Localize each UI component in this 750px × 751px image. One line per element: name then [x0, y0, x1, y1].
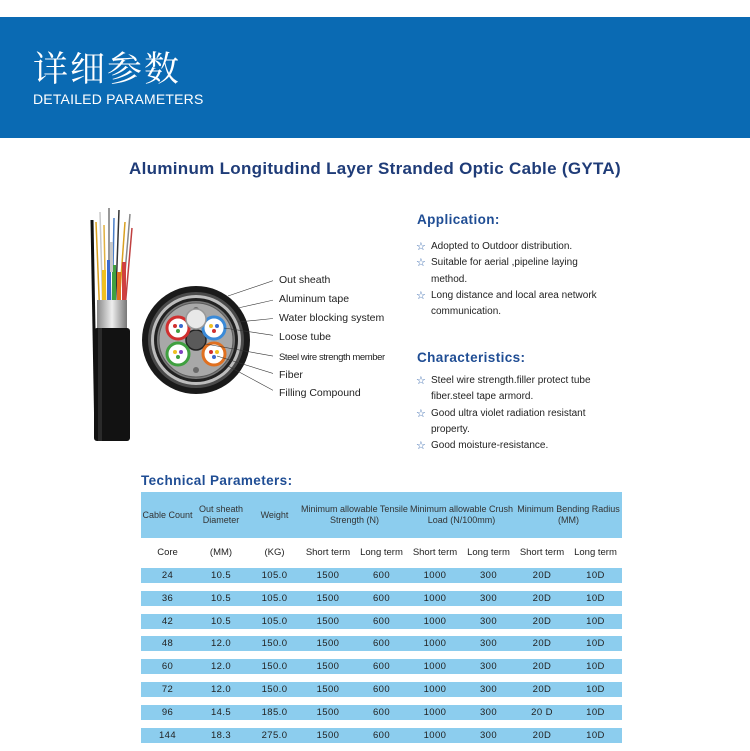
list-item: ☆ Suitable for aerial ,pipeline laying method.	[416, 257, 578, 285]
application-heading: Application:	[417, 212, 500, 227]
table-cell: 1500	[316, 638, 340, 650]
table-cell: 20D	[532, 729, 552, 741]
list-item: ☆ Long distance and local area network communication.	[416, 289, 597, 318]
subheader-cell: (KG)	[264, 547, 285, 558]
table-cell: 14.5	[210, 706, 232, 718]
table-cell: 300	[479, 592, 498, 604]
table-row	[141, 728, 622, 743]
table-cell: 1000	[423, 661, 447, 673]
technical-table	[141, 492, 622, 750]
star-icon: ☆	[416, 407, 426, 420]
table-subheader	[141, 538, 622, 568]
table-cell: 105.0	[261, 592, 288, 604]
label-aluminum-tape: Aluminum tape	[279, 293, 350, 305]
table-cell: 10.5	[210, 570, 232, 581]
table-row	[141, 705, 622, 720]
table-cell: 10.5	[210, 592, 232, 604]
table-cell: 42	[161, 615, 174, 627]
table-cell: 20D	[532, 592, 552, 604]
table-cell: 1000	[423, 638, 447, 650]
table-cell: 300	[479, 661, 498, 673]
table-cell: 600	[372, 615, 391, 627]
header-tensile: Minimum allowable Tensile Strength (N)	[301, 504, 408, 525]
table-cell: 20D	[532, 661, 552, 673]
product-title: Aluminum Longitudind Layer Stranded Optic Cable (GYTA)	[129, 159, 621, 178]
star-icon: ☆	[416, 440, 426, 453]
table-cell: 185.0	[261, 706, 288, 718]
application-list	[416, 239, 616, 320]
table-cell: 300	[479, 615, 498, 627]
star-icon: ☆	[416, 375, 426, 387]
header-out-sheath: Out sheath Diameter	[198, 504, 244, 525]
table-cell: 1000	[423, 706, 447, 718]
table-cell: 20D	[532, 638, 552, 650]
table-cell: 600	[372, 706, 391, 718]
table-cell: 1000	[423, 570, 447, 581]
table-cell: 1500	[316, 615, 340, 627]
table-cell: 600	[372, 592, 391, 604]
characteristics-heading: Characteristics:	[417, 350, 526, 365]
table-cell: 275.0	[261, 729, 288, 741]
header-banner	[0, 17, 750, 138]
table-row	[141, 682, 622, 697]
table-cell: 150.0	[261, 683, 288, 695]
header-bending: Minimum Bending Radius (MM)	[517, 504, 620, 525]
table-cell: 600	[372, 570, 391, 581]
star-icon: ☆	[416, 289, 426, 302]
table-cell: 36	[161, 592, 174, 604]
table-cell: 1000	[423, 615, 447, 627]
star-icon: ☆	[416, 257, 426, 270]
table-cell: 12.0	[210, 683, 232, 695]
table-body	[141, 568, 622, 743]
characteristics-list	[416, 373, 616, 454]
table-cell: 105.0	[261, 615, 288, 627]
table-cell: 20D	[532, 615, 552, 627]
table-cell: 10D	[586, 638, 605, 650]
subheader-cell: Long term	[467, 547, 510, 558]
table-cell: 10.5	[210, 615, 232, 627]
subheader-cell: Short term	[519, 547, 565, 558]
table-cell: 10D	[586, 683, 605, 695]
label-steel-wire: Steel wire strength member	[279, 352, 385, 363]
table-cell: 600	[372, 683, 391, 695]
label-filling-compound: Filling Compound	[279, 387, 361, 399]
subheader-cell: Long term	[360, 547, 403, 558]
table-cell: 24	[161, 570, 174, 581]
table-cell: 10D	[586, 592, 605, 604]
table-cell: 72	[161, 683, 174, 695]
cable-illustration	[88, 200, 273, 445]
label-fiber: Fiber	[279, 369, 303, 381]
table-cell: 150.0	[261, 661, 288, 673]
technical-heading: Technical Parameters:	[141, 473, 293, 488]
table-row	[141, 591, 622, 606]
subheader-cell: Long term	[574, 547, 617, 558]
table-cell: 60	[161, 661, 174, 673]
label-out-sheath: Out sheath	[279, 274, 331, 286]
table-cell: 1500	[316, 570, 340, 581]
header-cable-count: Cable Count	[142, 509, 193, 520]
table-cell: 10D	[586, 661, 605, 673]
table-cell: 10D	[586, 570, 605, 581]
table-cell: 150.0	[261, 638, 288, 650]
table-cell: 12.0	[210, 638, 232, 650]
list-item: ☆ Good moisture-resistance.	[416, 438, 616, 454]
table-cell: 300	[479, 638, 498, 650]
table-header	[141, 492, 622, 538]
header-weight: Weight	[260, 509, 289, 520]
subheader-cell: Short term	[412, 547, 458, 558]
list-item: ☆ Steel wire strength.filler protect tube fiber.steel tape armord.	[416, 375, 591, 403]
subheader-cell: (MM)	[209, 547, 233, 558]
subheader-cell: Core	[157, 547, 178, 558]
list-item: ☆ Good ultra violet radiation resistant property.	[416, 407, 586, 435]
table-cell: 1000	[423, 729, 447, 741]
table-cell: 20D	[532, 683, 552, 695]
table-cell: 1500	[316, 683, 340, 695]
table-cell: 1500	[316, 706, 340, 718]
table-row	[141, 659, 622, 674]
table-cell: 10D	[586, 706, 605, 718]
table-cell: 48	[161, 638, 174, 650]
table-cell: 144	[158, 729, 177, 741]
table-cell: 12.0	[210, 661, 232, 673]
table-row	[141, 636, 622, 651]
table-cell: 1500	[316, 592, 340, 604]
table-cell: 18.3	[210, 729, 232, 741]
label-water-blocking: Water blocking system	[279, 312, 385, 324]
table-cell: 300	[479, 729, 498, 741]
table-cell: 300	[479, 683, 498, 695]
cable-cross-section-icon	[142, 286, 250, 394]
table-cell: 10D	[586, 729, 605, 741]
table-cell: 1000	[423, 683, 447, 695]
table-cell: 1500	[316, 729, 340, 741]
table-cell: 105.0	[261, 570, 288, 581]
table-row	[141, 568, 622, 583]
list-item: ☆ Adopted to Outdoor distribution.	[416, 239, 616, 255]
table-cell: 300	[479, 570, 498, 581]
table-cell: 300	[479, 706, 498, 718]
banner-title-en: DETAILED PARAMETERS	[33, 91, 204, 107]
subheader-cell: Short term	[305, 547, 351, 558]
label-loose-tube: Loose tube	[279, 331, 331, 343]
table-cell: 1500	[316, 661, 340, 673]
table-cell: 96	[161, 706, 174, 718]
table-cell: 20D	[532, 570, 552, 581]
table-cell: 600	[372, 638, 391, 650]
table-cell: 10D	[586, 615, 605, 627]
banner-title-cn: 详细参数	[33, 50, 182, 90]
header-crush: Minimum allowable Crush Load (N/100mm)	[409, 504, 514, 525]
table-cell: 600	[372, 661, 391, 673]
table-cell: 1000	[423, 592, 447, 604]
table-cell: 600	[372, 729, 391, 741]
table-row	[141, 614, 622, 629]
table-cell: 20 D	[531, 706, 553, 718]
star-icon: ☆	[416, 241, 426, 253]
